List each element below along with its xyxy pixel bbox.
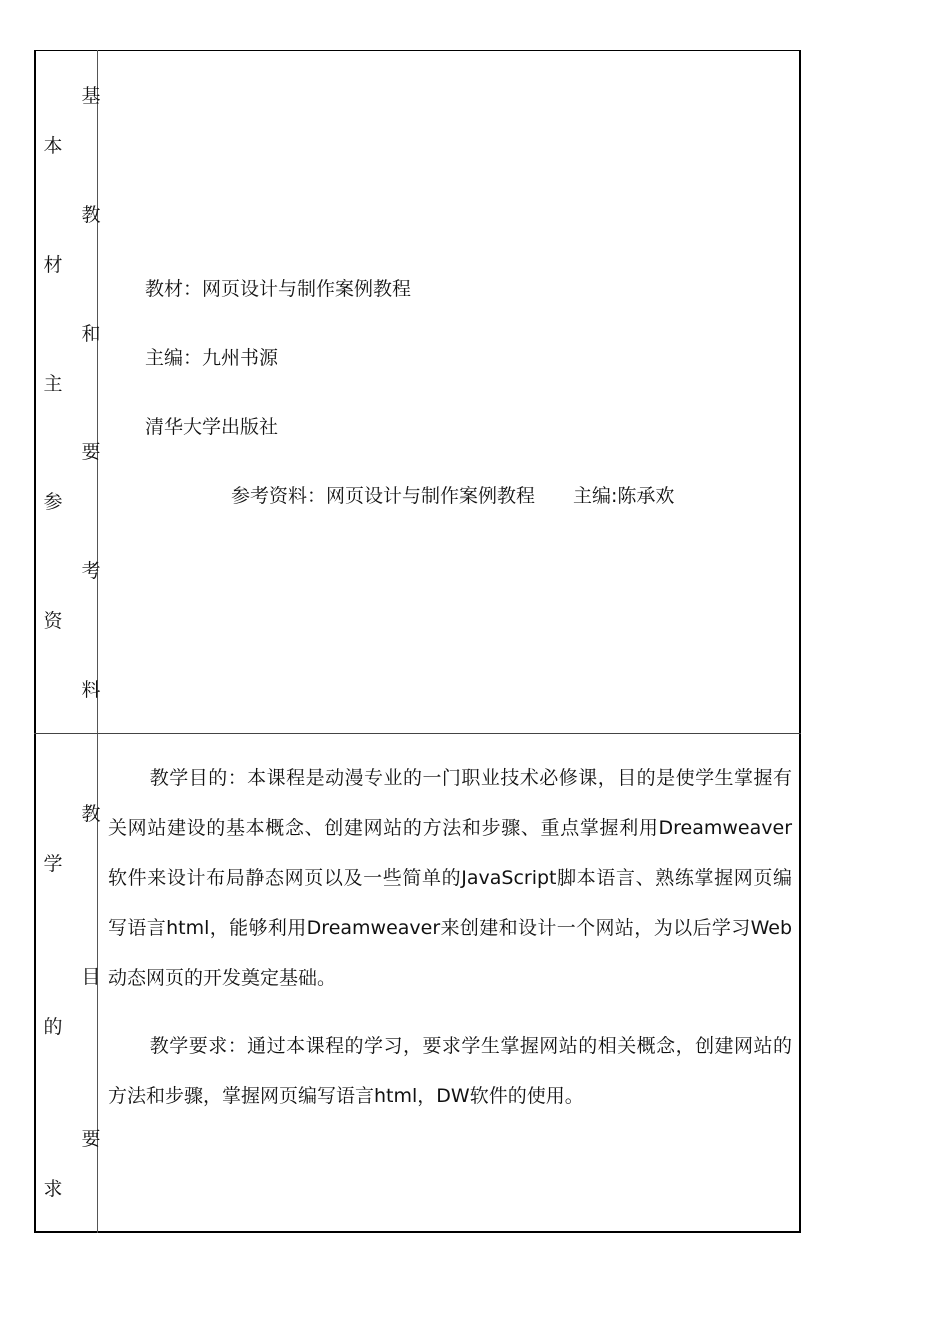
section-label-char: 要 <box>81 1128 101 1150</box>
section-label-char: 材 <box>43 254 63 276</box>
table-top-border <box>34 50 801 51</box>
section-label-char: 料 <box>81 679 101 701</box>
section-label-char: 学 <box>43 853 63 875</box>
section-label-char: 主 <box>43 373 63 395</box>
section-label-char: 考 <box>81 560 101 582</box>
section-label-char: 基 <box>81 85 101 107</box>
table-bottom-border <box>34 1231 801 1233</box>
objective-paragraph: 教学目的：本课程是动漫专业的一门职业技术必修课，目的是使学生掌握有关网站建设的基本概念、创建网站的方法和步骤、重点掌握利用Dreamweaver软件来设计布局静态网页以及一些简单的JavaScript脚本语言、熟练掌握网页编写语言html，能够利用Dreamweaver来创建和设计一个网站，为以后学习Web动态网页的开发奠定基础。 <box>108 767 792 989</box>
section-label-char: 教 <box>81 803 101 825</box>
section-label-char: 求 <box>43 1178 63 1200</box>
publisher-line: 清华大学出版社 <box>145 416 279 438</box>
section-label-char: 的 <box>43 1016 63 1038</box>
section-label-char: 和 <box>81 323 101 345</box>
table-right-border <box>799 50 801 1233</box>
requirement-paragraph: 教学要求：通过本课程的学习，要求学生掌握网站的相关概念，创建网站的方法和步骤，掌握网页编写语言html，DW软件的使用。 <box>108 1035 792 1107</box>
reference-line: 参考资料：网页设计与制作案例教程 主编:陈承欢 <box>231 485 675 507</box>
section-label-char: 本 <box>43 135 63 157</box>
section-label-char: 目 <box>81 966 101 988</box>
section-label-char: 参 <box>43 491 63 513</box>
label-column-divider <box>97 50 98 1233</box>
section-label-char: 教 <box>81 204 101 226</box>
row-divider <box>34 733 801 734</box>
table-left-border <box>34 50 36 1233</box>
section-label-char: 要 <box>81 441 101 463</box>
section-label-char: 资 <box>43 610 63 632</box>
textbook-line: 教材：网页设计与制作案例教程 <box>145 278 412 300</box>
editor-line: 主编：九州书源 <box>145 347 279 369</box>
